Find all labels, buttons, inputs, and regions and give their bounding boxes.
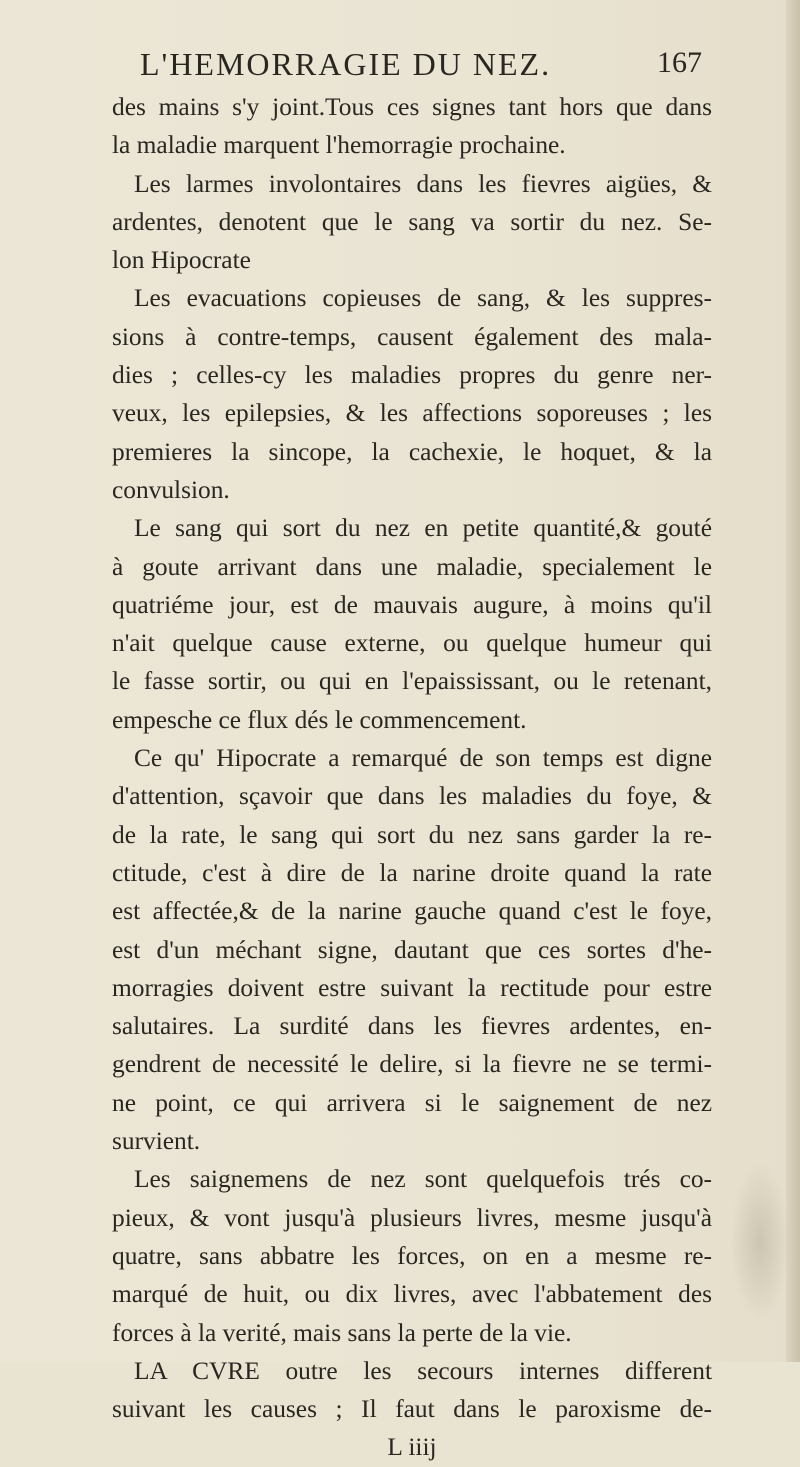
text-line: morragies doivent estre suivant la rectitude pour estre bbox=[112, 973, 712, 1002]
text-line: salutaires. La surdité dans les fievres ardentes, en- bbox=[112, 1012, 712, 1041]
text-line: quatriéme jour, est de mauvais augure, à moins qu'il bbox=[112, 590, 712, 619]
page-number: 167 bbox=[657, 46, 702, 79]
text-line: le fasse sortir, ou qui en l'epaississant, ou le retenant, bbox=[112, 667, 712, 696]
text-line: dies ; celles-cy les maladies propres du genre ner- bbox=[112, 361, 712, 390]
signature-mark: L iiij bbox=[387, 1433, 437, 1462]
text-line: gendrent de necessité le delire, si la fievre ne se termi- bbox=[112, 1050, 712, 1079]
text-line: est affectée,& de la narine gauche quand c'est le foye, bbox=[112, 897, 712, 926]
text-line: est d'un méchant signe, dautant que ces sortes d'he- bbox=[112, 935, 712, 964]
text-line: marqué de huit, ou dix livres, avec l'abbatement des bbox=[112, 1280, 712, 1309]
text-line: sions à contre-temps, causent également des mala- bbox=[112, 322, 712, 351]
running-header bbox=[90, 42, 702, 92]
text-line: Ce qu' Hipocrate a remarqué de son temps est digne bbox=[134, 744, 712, 773]
text-line: survient. bbox=[112, 1127, 201, 1156]
text-line: Les saignemens de nez sont quelquefois trés co- bbox=[134, 1165, 712, 1194]
text-line: des mains s'y joint.Tous ces signes tant hors que dans bbox=[112, 93, 712, 121]
text-line: empesche ce flux dés le commencement. bbox=[112, 705, 527, 734]
text-line: d'attention, sçavoir que dans les maladies du foye, & bbox=[112, 782, 712, 811]
text-line: lon Hipocrate bbox=[112, 246, 251, 275]
page-edge bbox=[786, 0, 800, 1362]
text-line: veux, les epilepsies, & les affections soporeuses ; les bbox=[112, 399, 712, 428]
text-line: ardentes, denotent que le sang va sortir du nez. Se- bbox=[112, 207, 712, 236]
text-line: LA CVRE outre les secours internes different bbox=[134, 1356, 712, 1385]
text-line: ne point, ce qui arrivera si le saignement de nez bbox=[112, 1088, 712, 1117]
running-title: L'HEMORRAGIE DU NEZ. bbox=[140, 46, 552, 82]
text-line: de la rate, le sang qui sort du nez sans garder la re- bbox=[112, 820, 712, 849]
text-line: pieux, & vont jusqu'à plusieurs livres, mesme jusqu'à bbox=[112, 1203, 712, 1232]
text-line: quatre, sans abbatre les forces, on en a mesme re- bbox=[112, 1241, 712, 1270]
body-text bbox=[112, 88, 712, 1467]
text-line: n'ait quelque cause externe, ou quelque humeur qui bbox=[112, 629, 712, 658]
text-line: Les evacuations copieuses de sang, & les suppres- bbox=[134, 284, 712, 313]
text-line: suivant les causes ; Il faut dans le paroxisme de- bbox=[112, 1395, 712, 1424]
text-line: ctitude, c'est à dire de la narine droite quand la rate bbox=[112, 858, 712, 887]
text-line: Les larmes involontaires dans les fievres aigües, & bbox=[134, 169, 712, 198]
text-line: convulsion. bbox=[112, 475, 230, 504]
text-line: la maladie marquent l'hemorragie prochaine. bbox=[112, 131, 566, 160]
text-line: Le sang qui sort du nez en petite quantité,& gouté bbox=[134, 514, 712, 543]
text-line: premieres la sincope, la cachexie, le hoquet, & la bbox=[112, 437, 712, 466]
paper-stain bbox=[730, 1162, 790, 1322]
text-line: forces à la verité, mais sans la perte de la vie. bbox=[112, 1318, 572, 1347]
text-line: à goute arrivant dans une maladie, specialement le bbox=[112, 552, 712, 581]
